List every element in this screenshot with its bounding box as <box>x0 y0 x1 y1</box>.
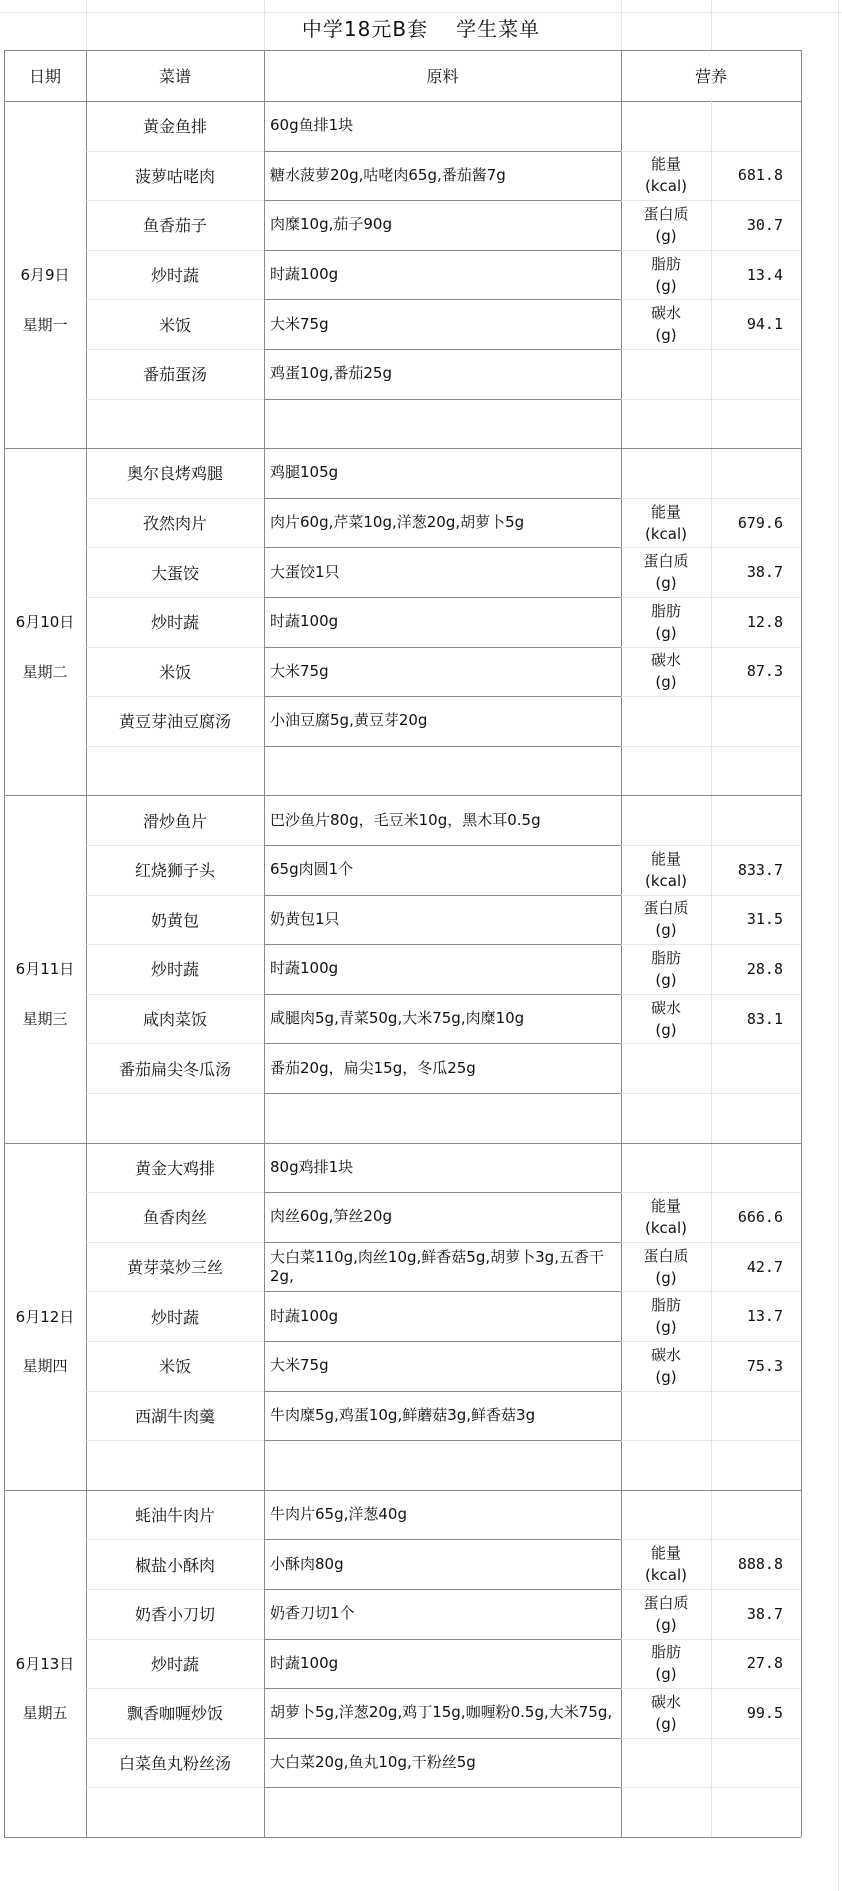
nutrient-unit: (g) <box>655 276 677 295</box>
dish-ingredients: 时蔬100g <box>270 1306 339 1325</box>
dish-ingredients: 巴沙鱼片80g，毛豆米10g，黑木耳0.5g <box>270 810 541 829</box>
nutrient-unit: (g) <box>655 1268 677 1287</box>
nutrition-value: 38.7 <box>746 1604 783 1623</box>
dish-ingredients: 鸡腿105g <box>270 463 339 482</box>
dish-ingredients: 糖水菠萝20g,咕咾肉65g,番茄酱7g <box>270 165 506 184</box>
nutrition-label <box>621 250 711 300</box>
dish-row-gridline <box>86 1093 264 1094</box>
table-right-border <box>801 50 802 1837</box>
nutrition-label <box>621 547 711 597</box>
dish-row-gridline <box>86 399 264 400</box>
nutrition-value: 666.6 <box>737 1207 783 1226</box>
nutrient-unit: (kcal) <box>645 524 687 543</box>
dish-name: 蚝油牛肉片 <box>134 1506 215 1526</box>
dish-name: 鱼香茄子 <box>142 216 207 236</box>
dish-ingredients: 大米75g <box>270 314 329 333</box>
dish-name: 番茄蛋汤 <box>142 365 207 385</box>
nutrient-name: 能量 <box>650 1544 681 1563</box>
sheet-gridline <box>264 0 265 50</box>
nutrient-name: 脂肪 <box>650 1643 681 1662</box>
dish-ingredients: 大蛋饺1只 <box>270 562 340 581</box>
dish-ingredients: 时蔬100g <box>270 959 339 978</box>
day-date: 6月12日 <box>15 1307 75 1326</box>
nutrition-label <box>621 895 711 945</box>
nutrient-name: 蛋白质 <box>643 1593 689 1612</box>
dish-name: 炒时蔬 <box>150 960 199 980</box>
sheet-gridline <box>86 0 87 50</box>
nutrition-label <box>621 1291 711 1341</box>
dish-name: 菠萝咕咾肉 <box>134 166 215 186</box>
dish-ingredients: 鸡蛋10g,番茄25g <box>270 364 392 383</box>
nutrient-name: 蛋白质 <box>643 552 689 571</box>
dish-name: 孜然肉片 <box>142 514 207 534</box>
dish-ingredients: 肉糜10g,茄子90g <box>270 215 392 234</box>
nutrition-row-gridline <box>621 1043 801 1044</box>
nutrition-value: 28.8 <box>746 959 783 978</box>
header-ingredients: 原料 <box>426 67 459 86</box>
nutrition-value: 13.4 <box>746 265 783 284</box>
nutrition-row-gridline <box>621 1440 801 1441</box>
sheet-gridline <box>621 0 622 50</box>
nutrient-name: 蛋白质 <box>643 1246 689 1265</box>
dish-name: 番茄扁尖冬瓜汤 <box>118 1059 231 1079</box>
day-weekday: 星期一 <box>22 315 68 334</box>
nutrient-name: 碳水 <box>650 1345 681 1364</box>
nutrient-name: 能量 <box>650 849 681 868</box>
dish-name: 白菜鱼丸粉丝汤 <box>118 1754 231 1774</box>
nutrient-name: 脂肪 <box>650 948 681 967</box>
header-date: 日期 <box>28 67 61 86</box>
sheet-gridline <box>838 0 839 1891</box>
dish-name: 米饭 <box>158 315 191 335</box>
dish-ingredients: 奶黄包1只 <box>270 909 340 928</box>
nutrition-value: 888.8 <box>737 1555 783 1574</box>
nutrition-value: 75.3 <box>746 1356 783 1375</box>
nutrition-row-gridline <box>621 1787 801 1788</box>
nutrition-value: 12.8 <box>746 612 783 631</box>
title-menu: 学生菜单 <box>456 17 541 41</box>
dish-name: 奶香小刀切 <box>134 1605 215 1625</box>
nutrition-value: 30.7 <box>746 215 783 234</box>
nutrition-label <box>621 1639 711 1689</box>
nutrition-value: 87.3 <box>746 662 783 681</box>
nutrient-unit: (g) <box>655 226 677 245</box>
dish-name: 椒盐小酥肉 <box>134 1555 215 1575</box>
dish-name: 鱼香肉丝 <box>142 1208 207 1228</box>
nutrition-value: 833.7 <box>737 860 783 879</box>
dish-name: 奥尔良烤鸡腿 <box>126 464 223 484</box>
nutrition-value: 13.7 <box>746 1307 783 1326</box>
dish-name: 炒时蔬 <box>150 1654 199 1674</box>
ingredient-row-border <box>264 1093 621 1094</box>
nutrition-row-gridline <box>621 1738 801 1739</box>
day-block-border <box>4 1837 801 1838</box>
nutrition-value: 27.8 <box>746 1654 783 1673</box>
nutrient-name: 碳水 <box>650 998 681 1017</box>
dish-name: 飘香咖喱炒饭 <box>126 1704 223 1724</box>
nutrition-value: 42.7 <box>746 1257 783 1276</box>
dish-name: 滑炒鱼片 <box>142 811 207 831</box>
nutrient-unit: (g) <box>655 1367 677 1386</box>
dish-row-gridline <box>86 1440 264 1441</box>
nutrient-unit: (kcal) <box>645 871 687 890</box>
dish-ingredients: 时蔬100g <box>270 265 339 284</box>
nutrition-label <box>621 597 711 647</box>
nutrient-name: 碳水 <box>650 304 681 323</box>
nutrition-value: 38.7 <box>746 563 783 582</box>
nutrient-unit: (g) <box>655 623 677 642</box>
day-weekday: 星期四 <box>22 1357 68 1376</box>
nutrient-name: 碳水 <box>650 1692 681 1711</box>
nutrition-row-gridline <box>621 696 801 697</box>
dish-ingredients: 小油豆腐5g,黄豆芽20g <box>270 711 428 730</box>
dish-ingredients: 80g鸡排1块 <box>270 1157 354 1176</box>
sheet-gridline <box>0 12 842 13</box>
nutrient-unit: (g) <box>655 1318 677 1337</box>
nutrition-label <box>621 845 711 895</box>
day-weekday: 星期五 <box>22 1704 68 1723</box>
dish-name: 黄豆芽油豆腐汤 <box>118 712 231 732</box>
dish-ingredients: 咸腿肉5g,青菜50g,大米75g,肉糜10g <box>270 1009 525 1028</box>
header-dish: 菜谱 <box>158 67 191 86</box>
nutrition-row-gridline <box>621 399 801 400</box>
nutrient-name: 脂肪 <box>650 1296 681 1315</box>
dish-row-gridline <box>86 746 264 747</box>
nutrient-unit: (g) <box>655 1615 677 1634</box>
nutrient-unit: (g) <box>655 1020 677 1039</box>
nutrient-name: 碳水 <box>650 651 681 670</box>
nutrition-label <box>621 1589 711 1639</box>
nutrient-name: 脂肪 <box>650 601 681 620</box>
nutrition-label <box>621 647 711 697</box>
nutrition-value: 31.5 <box>746 910 783 929</box>
nutrition-label <box>621 994 711 1044</box>
dish-ingredients: 大米75g <box>270 661 329 680</box>
nutrient-name: 能量 <box>650 1196 681 1215</box>
dish-name: 炒时蔬 <box>150 613 199 633</box>
nutrient-unit: (kcal) <box>645 1218 687 1237</box>
nutrition-label <box>621 1688 711 1738</box>
nutrient-name: 能量 <box>650 502 681 521</box>
day-weekday: 星期三 <box>22 1010 68 1029</box>
nutrient-unit: (g) <box>655 1714 677 1733</box>
ingredient-row-border <box>264 1787 621 1788</box>
ingredient-row-border <box>264 746 621 747</box>
dish-name: 西湖牛肉羹 <box>134 1406 215 1426</box>
dish-ingredients: 肉丝60g,笋丝20g <box>270 1207 392 1226</box>
nutrient-name: 蛋白质 <box>643 204 689 223</box>
nutrition-label <box>621 299 711 349</box>
nutrient-name: 脂肪 <box>650 254 681 273</box>
day-date: 6月10日 <box>15 613 75 632</box>
dish-ingredients: 时蔬100g <box>270 1653 339 1672</box>
nutrition-value: 679.6 <box>737 513 783 532</box>
nutrient-unit: (kcal) <box>645 177 687 196</box>
dish-ingredients: 65g肉圆1个 <box>270 860 354 879</box>
nutrient-unit: (g) <box>655 970 677 989</box>
nutrition-label <box>621 1192 711 1242</box>
nutrient-unit: (kcal) <box>645 1566 687 1585</box>
sheet-gridline <box>711 0 712 50</box>
nutrition-label <box>621 151 711 201</box>
dish-ingredients: 小酥肉80g <box>270 1554 344 1573</box>
dish-name: 黄金大鸡排 <box>134 1158 215 1178</box>
nutrition-label <box>621 498 711 548</box>
nutrition-row-gridline <box>621 746 801 747</box>
day-date: 6月11日 <box>15 960 75 979</box>
dish-row-gridline <box>86 1787 264 1788</box>
nutrition-label <box>621 1341 711 1391</box>
dish-ingredients: 大米75g <box>270 1356 329 1375</box>
dish-ingredients: 牛肉片65g,洋葱40g <box>270 1505 407 1524</box>
dish-name: 咸肉菜饭 <box>142 1010 207 1030</box>
nutrition-label <box>621 200 711 250</box>
header-nutrition: 营养 <box>694 67 727 86</box>
dish-name: 炒时蔬 <box>150 1307 199 1327</box>
dish-ingredients: 大白菜20g,鱼丸10g,干粉丝5g <box>270 1753 476 1772</box>
day-date: 6月13日 <box>15 1654 75 1673</box>
nutrition-row-gridline <box>621 1093 801 1094</box>
dish-ingredients: 肉片60g,芹菜10g,洋葱20g,胡萝卜5g <box>270 513 525 532</box>
nutrition-value: 681.8 <box>737 166 783 185</box>
nutrient-name: 蛋白质 <box>643 899 689 918</box>
dish-ingredients: 牛肉糜5g,鸡蛋10g,鲜蘑菇3g,鲜香菇3g <box>270 1405 536 1424</box>
dish-name: 黄芽菜炒三丝 <box>126 1258 223 1278</box>
nutrient-unit: (g) <box>655 1665 677 1684</box>
dish-ingredients: 番茄20g，扁尖15g，冬瓜25g <box>270 1058 476 1077</box>
ingredient-row-border <box>264 399 621 400</box>
nutrition-row-gridline <box>621 349 801 350</box>
dish-name: 红烧狮子头 <box>134 861 215 881</box>
dish-name: 黄金鱼排 <box>142 117 207 137</box>
day-date: 6月9日 <box>20 266 70 285</box>
day-weekday: 星期二 <box>22 662 68 681</box>
nutrition-value: 94.1 <box>746 315 783 334</box>
nutrient-unit: (g) <box>655 326 677 345</box>
nutrition-row-gridline <box>621 1391 801 1392</box>
dish-name: 大蛋饺 <box>150 563 199 583</box>
dish-name: 米饭 <box>158 662 191 682</box>
nutrient-unit: (g) <box>655 574 677 593</box>
dish-ingredients: 大白菜110g,肉丝10g,鲜香菇5g,胡萝卜3g,五香干2g, <box>270 1247 604 1285</box>
nutrition-value: 83.1 <box>746 1009 783 1028</box>
dish-name: 米饭 <box>158 1357 191 1377</box>
title-school-set: 中学18元B套 <box>301 17 429 41</box>
nutrient-name: 能量 <box>650 155 681 174</box>
dish-ingredients: 奶香刀切1个 <box>270 1604 355 1623</box>
dish-name: 炒时蔬 <box>150 266 199 286</box>
nutrition-label <box>621 944 711 994</box>
dish-ingredients: 胡萝卜5g,洋葱20g,鸡丁15g,咖喱粉0.5g,大米75g, <box>270 1703 613 1722</box>
dish-name: 奶黄包 <box>150 910 199 930</box>
dish-ingredients: 60g鱼排1块 <box>270 116 354 135</box>
nutrient-unit: (g) <box>655 921 677 940</box>
ingredient-row-border <box>264 1440 621 1441</box>
nutrition-value: 99.5 <box>746 1703 783 1722</box>
nutrient-unit: (g) <box>655 673 677 692</box>
nutrition-label <box>621 1539 711 1589</box>
dish-ingredients: 时蔬100g <box>270 612 339 631</box>
nutrition-label <box>621 1242 711 1292</box>
